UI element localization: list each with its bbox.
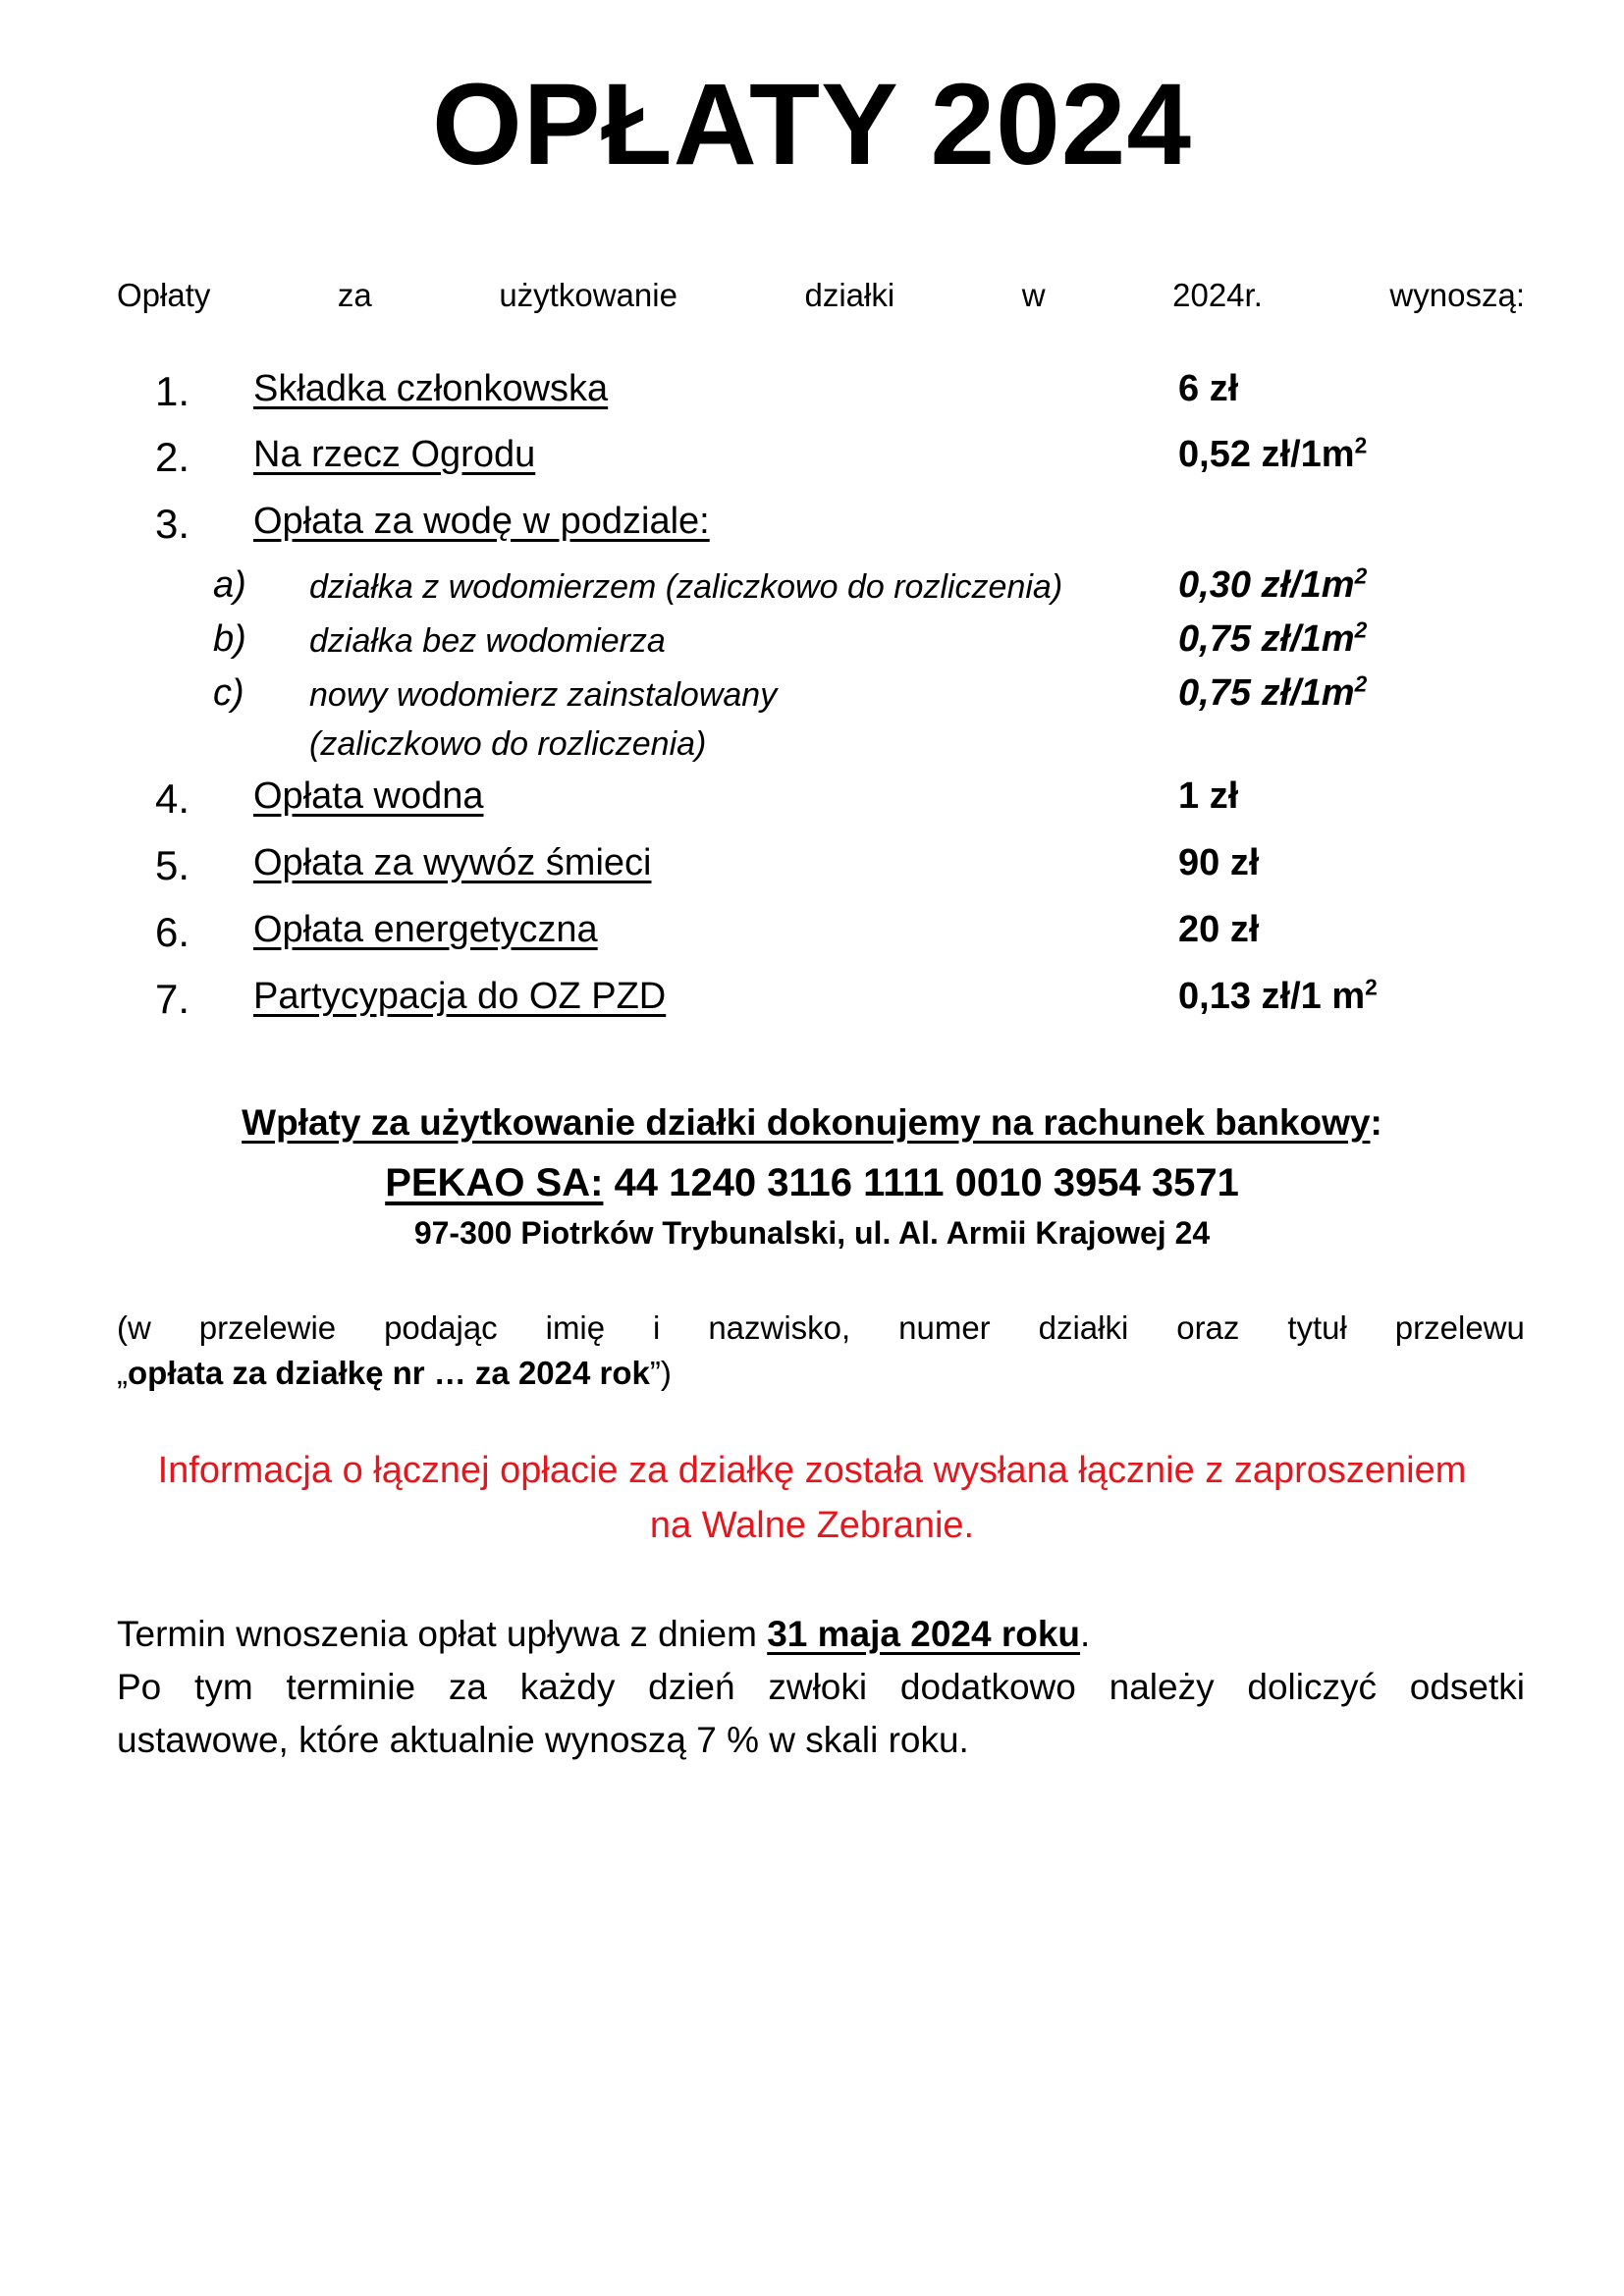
deadline-word: tym [194,1667,253,1707]
fee-label: Składka członkowska [253,368,609,409]
fee-number: 7. [155,976,190,1022]
bank-address: 97-300 Piotrków Trybunalski, ul. Al. Armii Krajowej 24 [413,1215,1211,1251]
sub-amount-value: 0,75 zł/1m [1178,672,1355,714]
intro-word: użytkowanie [499,277,677,313]
deadline-word: doliczyć [1247,1667,1377,1707]
note-word: nazwisko, [708,1309,851,1346]
deadline-word: odsetki [1409,1667,1525,1707]
sub-label: działka bez wodomierza [309,622,666,660]
transfer-title: opłata za działkę nr … za 2024 rok [128,1355,650,1391]
fee-number: 1. [155,368,190,414]
bank-name: PEKAO SA: [385,1161,604,1204]
info-notice-line2: na Walne Zebranie. [649,1505,975,1546]
fee-label: Na rzecz Ogrodu [253,434,536,475]
fee-amount-value: 0,52 zł/1m [1178,434,1355,475]
deadline-line2 [117,1661,1525,1714]
intro-line [117,277,1525,314]
info-notice-line1: Informacja o łącznej opłacie za działkę została wysłana łącznie z zaproszeniem [157,1450,1467,1491]
water-sub-item-continued [0,721,1624,780]
sub-label: działka z wodomierzem (zaliczkowo do rozliczenia) [309,568,1063,606]
fee-item [0,909,1624,968]
fee-item [0,501,1624,560]
transfer-note-line1 [117,1306,1525,1351]
fee-number: 6. [155,909,190,955]
intro-word: 2024r. [1172,277,1263,313]
superscript: 2 [1354,432,1368,458]
transfer-note [117,1306,1525,1396]
deadline-word: terminie [286,1667,416,1707]
deadline-line1 [117,1608,1525,1661]
page-title: OPŁATY 2024 [432,60,1192,189]
intro-word: Opłaty [117,277,211,313]
transfer-note-line2 [117,1351,1525,1396]
note-word: działki [1038,1309,1129,1346]
note-word: przelewu [1394,1309,1525,1346]
fee-item [0,434,1624,493]
fee-label: Opłata energetyczna [253,909,598,950]
fee-number: 4. [155,775,190,822]
fee-item [0,976,1624,1035]
intro-word: wynoszą: [1389,277,1525,313]
note-word: (w [117,1309,151,1346]
sub-label-line2: (zaliczkowo do rozliczenia) [309,725,707,763]
note-word: tytuł [1287,1309,1347,1346]
deadline-word: dodatkowo [899,1667,1076,1707]
fee-amount: 20 zł [1178,909,1260,950]
superscript: 2 [1365,974,1378,1000]
open-quote: „ [117,1355,128,1391]
superscript: 2 [1354,616,1368,643]
fee-amount-value: 0,13 zł/1 m [1178,976,1366,1017]
bank-heading-colon: : [1370,1102,1382,1143]
sub-letter: b) [213,618,246,660]
deadline-section [117,1608,1525,1767]
fee-amount: 6 zł [1178,368,1239,409]
info-notice [98,1443,1526,1553]
close-quote: ”) [649,1355,672,1391]
fee-item [0,368,1624,427]
deadline-word: należy [1109,1667,1215,1707]
superscript: 2 [1354,562,1368,589]
deadline-word: za [448,1667,487,1707]
deadline-word: zwłoki [768,1667,868,1707]
deadline-prefix: Termin wnoszenia opłat upływa z dniem [117,1614,768,1654]
note-word: przelewie [198,1309,337,1346]
intro-word: za [337,277,372,313]
superscript: 2 [1354,670,1368,697]
fee-amount [1178,976,1378,1018]
deadline-suffix: . [1080,1614,1091,1654]
water-sub-item [0,618,1624,677]
fee-item [0,775,1624,834]
fee-number: 2. [155,434,190,480]
bank-heading-text: Wpłaty za użytkowanie działki dokonujemy na rachunek bankowy [242,1102,1371,1143]
fee-label: Partycypacja do OZ PZD [253,976,667,1017]
note-word: podając [384,1309,498,1346]
sub-label: nowy wodomierz zainstalowany [309,676,778,714]
sub-letter: a) [213,564,246,606]
fee-label: Opłata za wywóz śmieci [253,842,652,883]
sub-amount [1178,672,1367,715]
fee-amount [1178,434,1367,476]
sub-amount [1178,564,1367,607]
intro-word: działki [804,277,895,313]
sub-amount-value: 0,30 zł/1m [1178,564,1355,606]
note-word: imię [545,1309,606,1346]
fee-number: 3. [155,501,190,547]
deadline-date: 31 maja 2024 roku [767,1614,1081,1654]
bank-account [0,1161,1624,1205]
sub-amount-value: 0,75 zł/1m [1178,618,1355,660]
deadline-word: każdy [519,1667,616,1707]
sub-amount [1178,618,1367,661]
fee-amount: 1 zł [1178,775,1239,817]
note-word: oraz [1176,1309,1240,1346]
water-sub-item [0,564,1624,623]
fee-item [0,842,1624,901]
fee-number: 5. [155,842,190,888]
deadline-line3: ustawowe, które aktualnie wynoszą 7 % w skali roku. [117,1720,969,1760]
deadline-word: Po [117,1667,162,1707]
fee-label: Opłata wodna [253,775,484,817]
fee-label: Opłata za wodę w podziale: [253,501,710,542]
account-number: 44 1240 3116 1111 0010 3954 3571 [614,1161,1239,1204]
bank-heading [0,1102,1624,1144]
intro-word: w [1021,277,1046,313]
note-word: numer [898,1309,991,1346]
sub-letter: c) [213,672,244,714]
fee-amount: 90 zł [1178,842,1260,883]
note-word: i [653,1309,661,1346]
deadline-word: dzień [648,1667,735,1707]
